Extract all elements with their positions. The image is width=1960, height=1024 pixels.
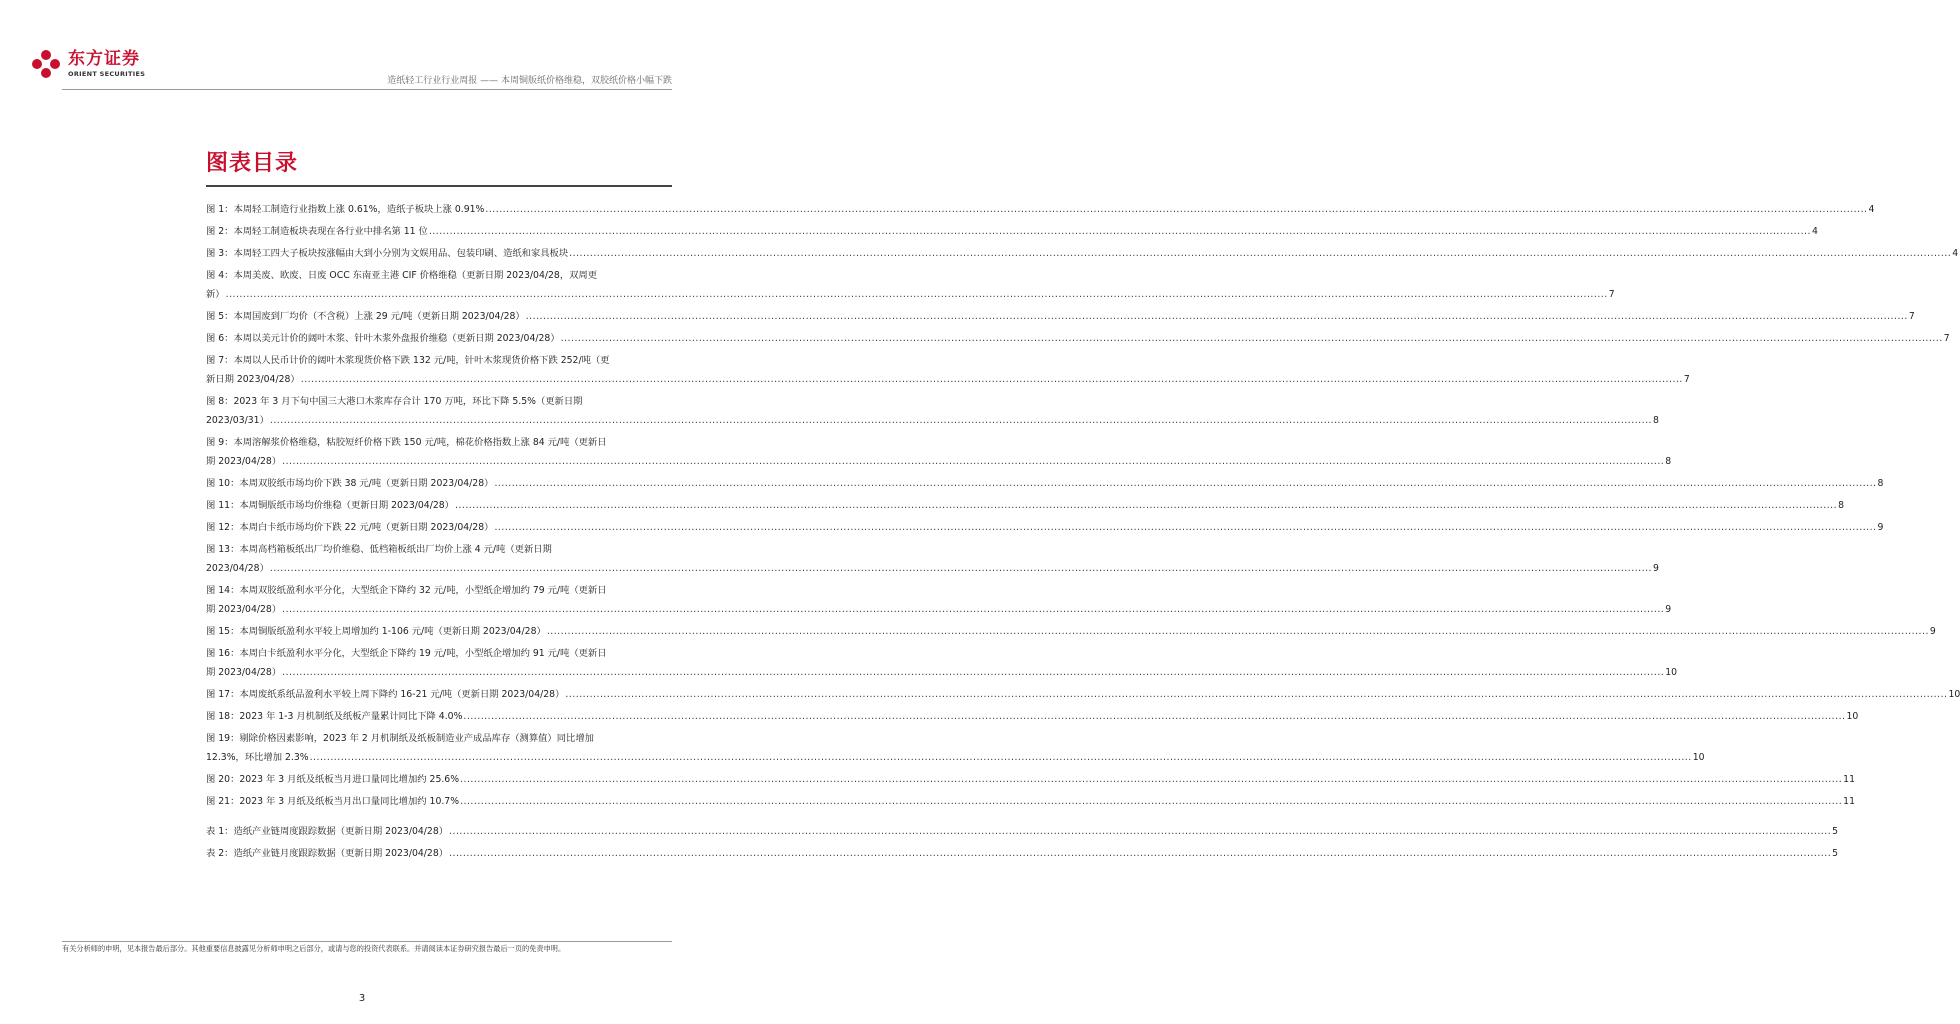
toc-page-number: 4 <box>1811 226 1818 237</box>
toc-page-number: 5 <box>1832 848 1839 859</box>
toc-entry-text: 图 10：本周双胶纸市场均价下跌 38 元/吨（更新日期 2023/04/28） <box>206 478 494 489</box>
toc-page-number: 7 <box>1608 289 1615 300</box>
toc-entry[interactable] <box>206 433 1672 471</box>
footer-disclaimer: 有关分析师的申明，见本报告最后部分。其他重要信息披露见分析师申明之后部分，或请与您的投资代表联系。并请阅读本证券研究报告最后一页的免责申明。 <box>62 944 566 953</box>
toc-entry-text-continued: 期 2023/04/28） <box>206 604 282 615</box>
toc-page-number: 4 <box>1868 204 1875 215</box>
dot-leader: ................................................................................................................................................................................................................................................................................................................................................................................................................ <box>300 374 1683 385</box>
toc-entry[interactable] <box>206 540 1659 578</box>
toc-page-number: 8 <box>1877 478 1884 489</box>
toc-entry[interactable] <box>206 792 1855 811</box>
toc-entry[interactable] <box>206 351 1690 389</box>
toc-entry-text: 图 12：本周白卡纸市场均价下跌 22 元/吨（更新日期 2023/04/28） <box>206 522 494 533</box>
dot-leader: ................................................................................................................................................................................................................................................................................................................................................................................................................ <box>309 752 1692 763</box>
toc-entry[interactable] <box>206 474 1884 493</box>
toc-entry-text: 图 19：剔除价格因素影响，2023 年 2 月机制纸及纸板制造业产成品库存（测算值）同比增加 <box>206 733 594 744</box>
toc-page-number: 11 <box>1843 796 1855 807</box>
toc-page-number: 7 <box>1943 333 1950 344</box>
toc-entry[interactable] <box>206 707 1859 726</box>
toc-entry[interactable] <box>206 844 1839 863</box>
toc-entry-text: 图 7：本周以人民币计价的阔叶木浆现货价格下跌 132 元/吨，针叶木浆现货价格下跌 252/吨（更 <box>206 355 610 366</box>
toc-entry-text: 图 5：本周国废到厂均价（不含税）上涨 29 元/吨（更新日期 2023/04/28） <box>206 311 525 322</box>
toc-page-number: 5 <box>1832 826 1839 837</box>
logo-chinese-name: 东方证券 <box>68 49 140 69</box>
toc-entry[interactable] <box>206 685 1960 704</box>
toc-entry[interactable] <box>206 307 1915 326</box>
dot-leader: ................................................................................................................................................................................................................................................................................................................................................................................................................ <box>460 774 1843 785</box>
orient-securities-logo-icon <box>30 48 62 80</box>
dot-leader: ................................................................................................................................................................................................................................................................................................................................................................................................................ <box>225 289 1608 300</box>
toc-entry[interactable] <box>206 496 1844 515</box>
toc-entry-text: 图 17：本周废纸系纸品盈利水平较上周下降约 16-21 元/吨（更新日期 2023/04/28） <box>206 689 565 700</box>
toc-entry[interactable] <box>206 200 1875 219</box>
dot-leader: ................................................................................................................................................................................................................................................................................................................................................................................................................ <box>282 667 1665 678</box>
toc-page-number: 8 <box>1838 500 1844 511</box>
toc-entry-text-continued: 期 2023/04/28） <box>206 456 282 467</box>
toc-title: 图表目录 <box>206 151 299 176</box>
dot-leader: ................................................................................................................................................................................................................................................................................................................................................................................................................ <box>546 626 1929 637</box>
dot-leader: ................................................................................................................................................................................................................................................................................................................................................................................................................ <box>428 226 1811 237</box>
toc-entry-text-continued: 新） <box>206 289 225 300</box>
dot-leader: ................................................................................................................................................................................................................................................................................................................................................................................................................ <box>269 563 1652 574</box>
footer-divider <box>62 941 672 942</box>
toc-page-number: 10 <box>1692 752 1705 763</box>
toc-entry-text: 表 2：造纸产业链月度跟踪数据（更新日期 2023/04/28） <box>206 848 449 859</box>
toc-entry[interactable] <box>206 392 1659 430</box>
toc-entry-text: 图 4：本周美废、欧废、日废 OCC 东南亚主港 CIF 价格维稳（更新日期 2023/04/28，双周更 <box>206 270 598 281</box>
toc-entry[interactable] <box>206 329 1950 348</box>
dot-leader: ................................................................................................................................................................................................................................................................................................................................................................................................................ <box>282 456 1665 467</box>
figure-toc-list <box>206 200 1960 814</box>
toc-entry[interactable] <box>206 244 1959 263</box>
toc-entry-text: 图 11：本周铜版纸市场均价维稳（更新日期 2023/04/28） <box>206 500 454 511</box>
toc-entry-text: 图 9：本周溶解浆价格维稳，粘胶短纤价格下跌 150 元/吨，棉花价格指数上涨 84 元/吨（更新日 <box>206 437 607 448</box>
dot-leader: ................................................................................................................................................................................................................................................................................................................................................................................................................ <box>269 415 1652 426</box>
dot-leader: ................................................................................................................................................................................................................................................................................................................................................................................................................ <box>565 689 1948 700</box>
toc-entry-text-continued: 新日期 2023/04/28） <box>206 374 300 385</box>
toc-entry-text: 图 21：2023 年 3 月纸及纸板当月出口量同比增加约 10.7% <box>206 796 460 807</box>
toc-entry-text: 图 20：2023 年 3 月纸及纸板当月进口量同比增加约 25.6% <box>206 774 460 785</box>
toc-entry-text: 图 14：本周双胶纸盈利水平分化，大型纸企下降约 32 元/吨，小型纸企增加约 79 元/吨（更新日 <box>206 585 607 596</box>
toc-entry[interactable] <box>206 822 1839 841</box>
logo-english-name: ORIENT SECURITIES <box>68 70 146 78</box>
toc-entry-text: 图 8：2023 年 3 月下旬中国三大港口木浆库存合计 170 万吨，环比下降 5.5%（更新日期 <box>206 396 583 407</box>
company-logo <box>30 48 145 80</box>
toc-entry-text: 图 13：本周高档箱板纸出厂均价维稳、低档箱板纸出厂均价上涨 4 元/吨（更新日期 <box>206 544 552 555</box>
dot-leader: ................................................................................................................................................................................................................................................................................................................................................................................................................ <box>460 796 1843 807</box>
toc-page-number: 9 <box>1929 626 1936 637</box>
toc-entry[interactable] <box>206 266 1615 304</box>
dot-leader: ................................................................................................................................................................................................................................................................................................................................................................................................................ <box>525 311 1908 322</box>
toc-page-number: 9 <box>1652 563 1659 574</box>
toc-page-number: 10 <box>1846 711 1859 722</box>
toc-entry-text: 图 16：本周白卡纸盈利水平分化，大型纸企下降约 19 元/吨，小型纸企增加约 91 元/吨（更新日 <box>206 648 607 659</box>
toc-entry-text: 图 6：本周以美元计价的阔叶木浆、针叶木浆外盘报价维稳（更新日期 2023/04/28） <box>206 333 560 344</box>
toc-entry-text: 图 18：2023 年 1-3 月机制纸及纸板产量累计同比下降 4.0% <box>206 711 463 722</box>
dot-leader: ................................................................................................................................................................................................................................................................................................................................................................................................................ <box>282 604 1665 615</box>
toc-entry-text: 图 3：本周轻工四大子板块按涨幅由大到小分别为文娱用品、包装印刷、造纸和家具板块 <box>206 248 569 259</box>
toc-entry-text: 图 15：本周铜版纸盈利水平较上周增加约 1-106 元/吨（更新日期 2023/04/28） <box>206 626 546 637</box>
toc-page-number: 7 <box>1908 311 1915 322</box>
toc-entry-text-continued: 2023/04/28） <box>206 563 269 574</box>
toc-page-number: 7 <box>1683 374 1690 385</box>
dot-leader: ................................................................................................................................................................................................................................................................................................................................................................................................................ <box>449 848 1832 859</box>
dot-leader: ................................................................................................................................................................................................................................................................................................................................................................................................................ <box>454 500 1838 511</box>
dot-leader: ................................................................................................................................................................................................................................................................................................................................................................................................................ <box>560 333 1943 344</box>
dot-leader: ................................................................................................................................................................................................................................................................................................................................................................................................................ <box>494 478 1877 489</box>
toc-entry[interactable] <box>206 622 1936 641</box>
toc-page-number: 8 <box>1652 415 1659 426</box>
toc-entry-text-continued: 期 2023/04/28） <box>206 667 282 678</box>
toc-title-rule <box>206 185 672 187</box>
dot-leader: ................................................................................................................................................................................................................................................................................................................................................................................................................ <box>569 248 1952 259</box>
toc-entry[interactable] <box>206 729 1705 767</box>
toc-page-number: 10 <box>1665 667 1678 678</box>
toc-page-number: 4 <box>1952 248 1959 259</box>
report-title: 造纸轻工行业行业周报 —— 本周铜版纸价格维稳，双胶纸价格小幅下跌 <box>387 76 672 86</box>
toc-entry[interactable] <box>206 770 1855 789</box>
toc-entry[interactable] <box>206 518 1884 537</box>
toc-page-number: 10 <box>1948 689 1960 700</box>
toc-page-number: 9 <box>1877 522 1884 533</box>
toc-entry-text: 图 2：本周轻工制造板块表现在各行业中排名第 11 位 <box>206 226 428 237</box>
header-divider <box>62 89 672 90</box>
toc-entry-text: 图 1：本周轻工制造行业指数上涨 0.61%，造纸子板块上涨 0.91% <box>206 204 485 215</box>
toc-entry-text-continued: 2023/03/31） <box>206 415 269 426</box>
toc-entry[interactable] <box>206 222 1818 241</box>
toc-entry-text-continued: 12.3%，环比增加 2.3% <box>206 752 309 763</box>
dot-leader: ................................................................................................................................................................................................................................................................................................................................................................................................................ <box>449 826 1832 837</box>
dot-leader: ................................................................................................................................................................................................................................................................................................................................................................................................................ <box>463 711 1846 722</box>
toc-page-number: 11 <box>1843 774 1855 785</box>
dot-leader: ................................................................................................................................................................................................................................................................................................................................................................................................................ <box>485 204 1868 215</box>
table-toc-list <box>206 822 1839 866</box>
page-number: 3 <box>358 993 366 1004</box>
toc-entry-text: 表 1：造纸产业链周度跟踪数据（更新日期 2023/04/28） <box>206 826 449 837</box>
toc-entry[interactable] <box>206 644 1678 682</box>
toc-page-number: 9 <box>1665 604 1672 615</box>
toc-entry[interactable] <box>206 581 1672 619</box>
dot-leader: ................................................................................................................................................................................................................................................................................................................................................................................................................ <box>494 522 1877 533</box>
page-header <box>0 0 724 90</box>
toc-page-number: 8 <box>1665 456 1672 467</box>
